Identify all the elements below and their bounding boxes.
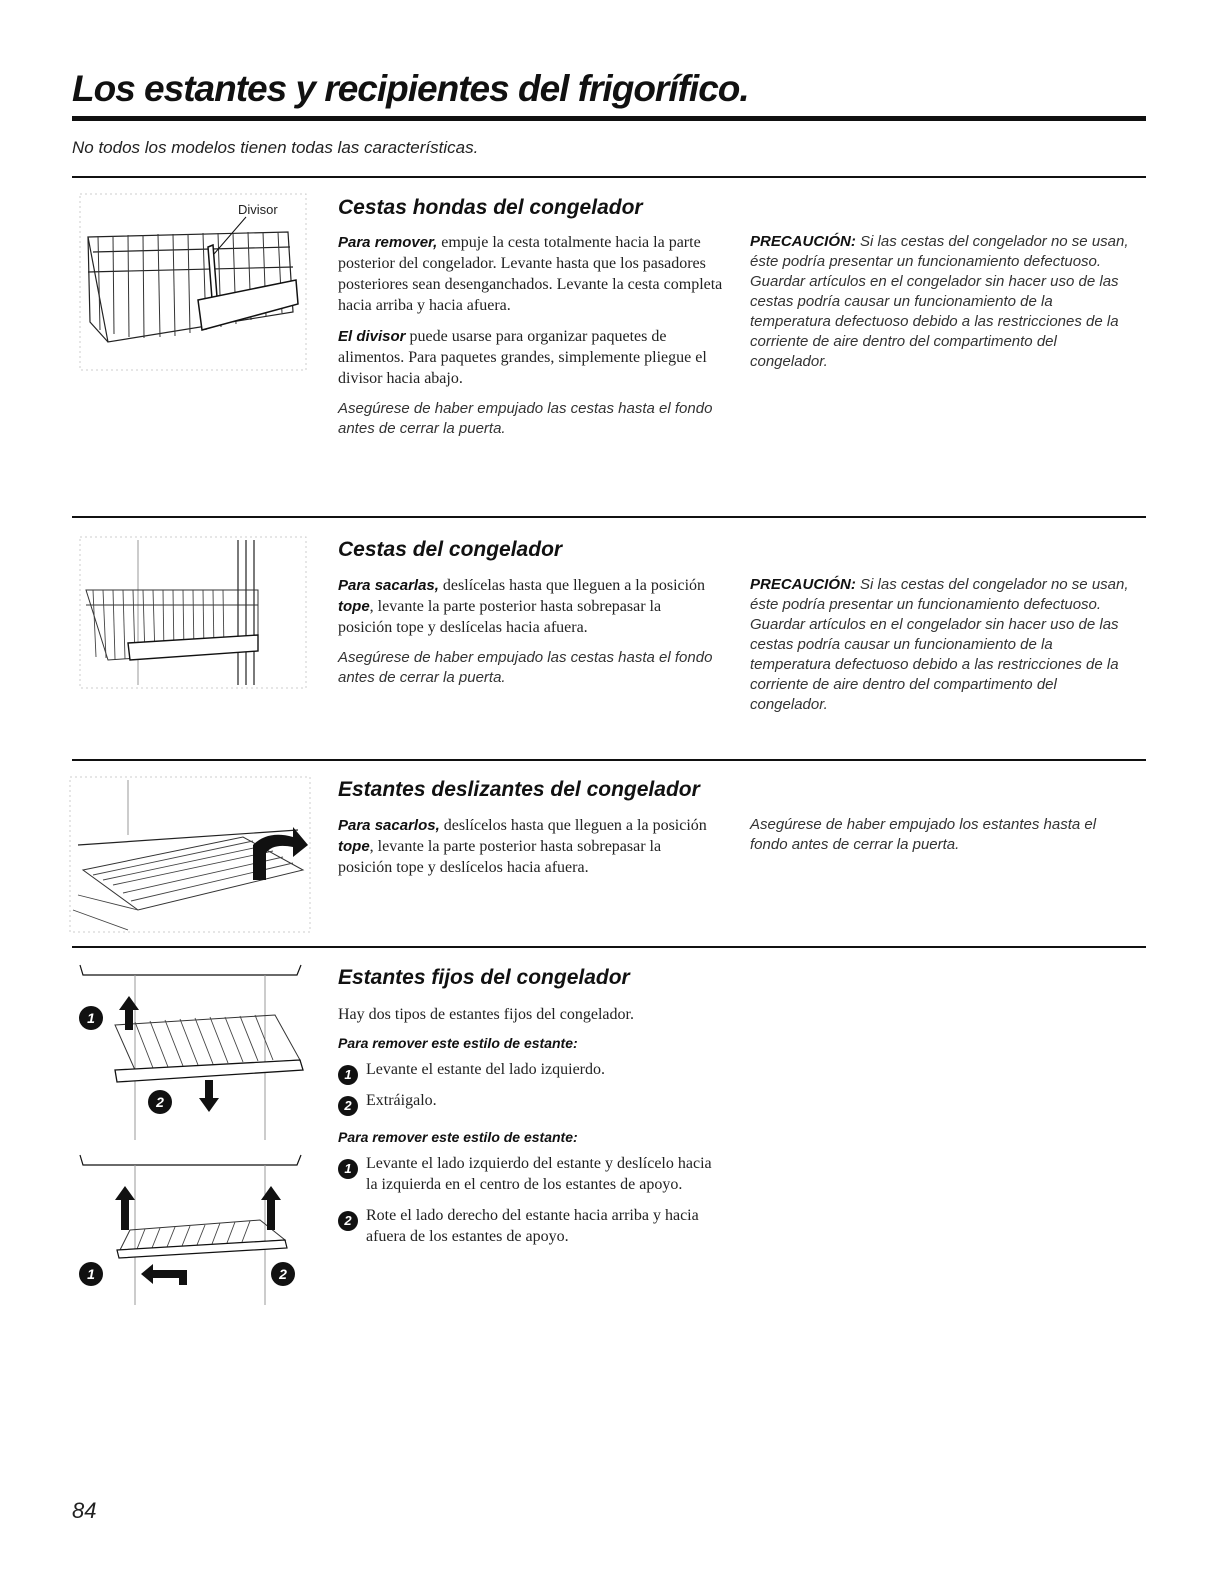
page-title: Los estantes y recipientes del frigorífico. — [72, 68, 749, 109]
section-divider — [72, 176, 1146, 178]
section-divider — [72, 516, 1146, 518]
slide-out-lead: Para sacarlas, — [338, 577, 439, 594]
callout-1: 1 — [87, 1266, 95, 1282]
section-title-sliding-shelves: Estantes deslizantes del congelador — [338, 778, 700, 801]
style-a-step-2: 2 Extráigalo. — [338, 1090, 728, 1111]
style-a-step-1: 1 Levante el estante del lado izquierdo. — [338, 1059, 728, 1080]
section-divider — [72, 759, 1146, 761]
step-number-badge: 2 — [338, 1096, 358, 1116]
section-divider — [72, 946, 1146, 948]
style-b-heading: Para remover este estilo de estante: — [338, 1129, 578, 1145]
step-number-badge: 2 — [338, 1211, 358, 1231]
remove-paragraph — [338, 232, 728, 316]
caution-text: Si las cestas del congelador no se usan, éste podría presentar un funcionamiento defectuoso. Guardar artículos en el congelador sin hacer uso de las cestas podría causar un funcionamiento de la temperatura defectuoso debido a las restricciones de la corriente de aire dentro del compartimento del congelador. — [750, 233, 1129, 370]
divider-paragraph — [338, 326, 728, 389]
page-subtitle: No todos los modelos tienen todas las características. — [72, 138, 479, 157]
fixed-shelf-style-a-illustration — [75, 960, 315, 1145]
sliding-shelf-illustration — [68, 775, 313, 935]
title-rule — [72, 116, 1146, 121]
freezer-baskets-instructions — [338, 575, 718, 698]
callout-2: 2 — [156, 1094, 164, 1110]
remove-lead: Para remover, — [338, 234, 438, 251]
fixed-shelves-instructions — [338, 1004, 728, 1257]
step-number-badge: 1 — [338, 1159, 358, 1179]
divider-lead: El divisor — [338, 328, 406, 345]
style-a-heading: Para remover este estilo de estante: — [338, 1035, 578, 1051]
caution-text: Si las cestas del congelador no se usan, éste podría presentar un funcionamiento defectuoso. Guardar artículos en el congelador sin hacer uso de las cestas podría causar un funcionamiento de la temperatura defectuoso debido a las restricciones de la corriente de aire dentro del compartimento del congelador. — [750, 576, 1129, 713]
tope-emph: tope — [338, 598, 370, 615]
push-note: Asegúrese de haber empujado las cestas hasta el fondo antes de cerrar la puerta. — [338, 400, 713, 437]
style-b-step-1: 1 Levante el lado izquierdo del estante y deslícelo hacia la izquierda en el centro de los estantes de apoyo. — [338, 1153, 726, 1195]
fixed-shelves-intro: Hay dos tipos de estantes fijos del congelador. — [338, 1006, 634, 1023]
style-b-step-2: 2 Rote el lado derecho del estante hacia arriba y hacia afuera de los estantes de apoyo. — [338, 1205, 726, 1247]
step-number-badge: 1 — [338, 1065, 358, 1085]
section-title-deep-baskets: Cestas hondas del congelador — [338, 196, 643, 219]
push-note-block — [750, 815, 1130, 865]
slide-out-paragraph: Para sacarlos, deslícelos hasta que lleguen a la posición tope, levante la parte posterior hasta sobrepasar la posición tope y deslícelos hacia afuera. — [338, 817, 707, 876]
slide-out-paragraph: Para sacarlas, deslícelas hasta que lleguen a la posición tope, levante la parte posterior hasta sobrepasar la posición tope y deslícelas hacia afuera. — [338, 577, 706, 636]
deep-basket-illustration — [78, 192, 308, 372]
caution-label: PRECAUCIÓN: — [750, 233, 856, 250]
sliding-shelves-instructions — [338, 815, 718, 888]
push-note: Asegúrese de haber empujado las cestas hasta el fondo antes de cerrar la puerta. — [338, 649, 713, 686]
caution-block — [750, 232, 1130, 382]
push-note: Asegúrese de haber empujado los estantes hasta el fondo antes de cerrar la puerta. — [750, 816, 1097, 853]
caution-block — [750, 575, 1130, 725]
fixed-shelf-style-b-illustration — [75, 1150, 315, 1310]
tope-emph: tope — [338, 838, 370, 855]
section-title-fixed-shelves: Estantes fijos del congelador — [338, 966, 630, 989]
callout-2: 2 — [279, 1266, 287, 1282]
slide-out-lead: Para sacarlos, — [338, 817, 440, 834]
deep-baskets-instructions — [338, 232, 728, 449]
page-number: 84 — [72, 1498, 97, 1523]
remove-text: empuje la cesta totalmente hacia la parte posterior del congelador. Levante hasta que los pasadores posteriores sean desenganchados. Levante la cesta completa hacia arriba y hacia afuera. — [338, 234, 723, 314]
caution-label: PRECAUCIÓN: — [750, 576, 856, 593]
divisor-label: Divisor — [238, 202, 278, 217]
freezer-basket-illustration — [78, 535, 308, 690]
divider-text: puede usarse para organizar paquetes de alimentos. Para paquetes grandes, simplemente pliegue el divisor hacia abajo. — [338, 328, 707, 387]
callout-1: 1 — [87, 1010, 95, 1026]
section-title-freezer-baskets: Cestas del congelador — [338, 538, 563, 561]
